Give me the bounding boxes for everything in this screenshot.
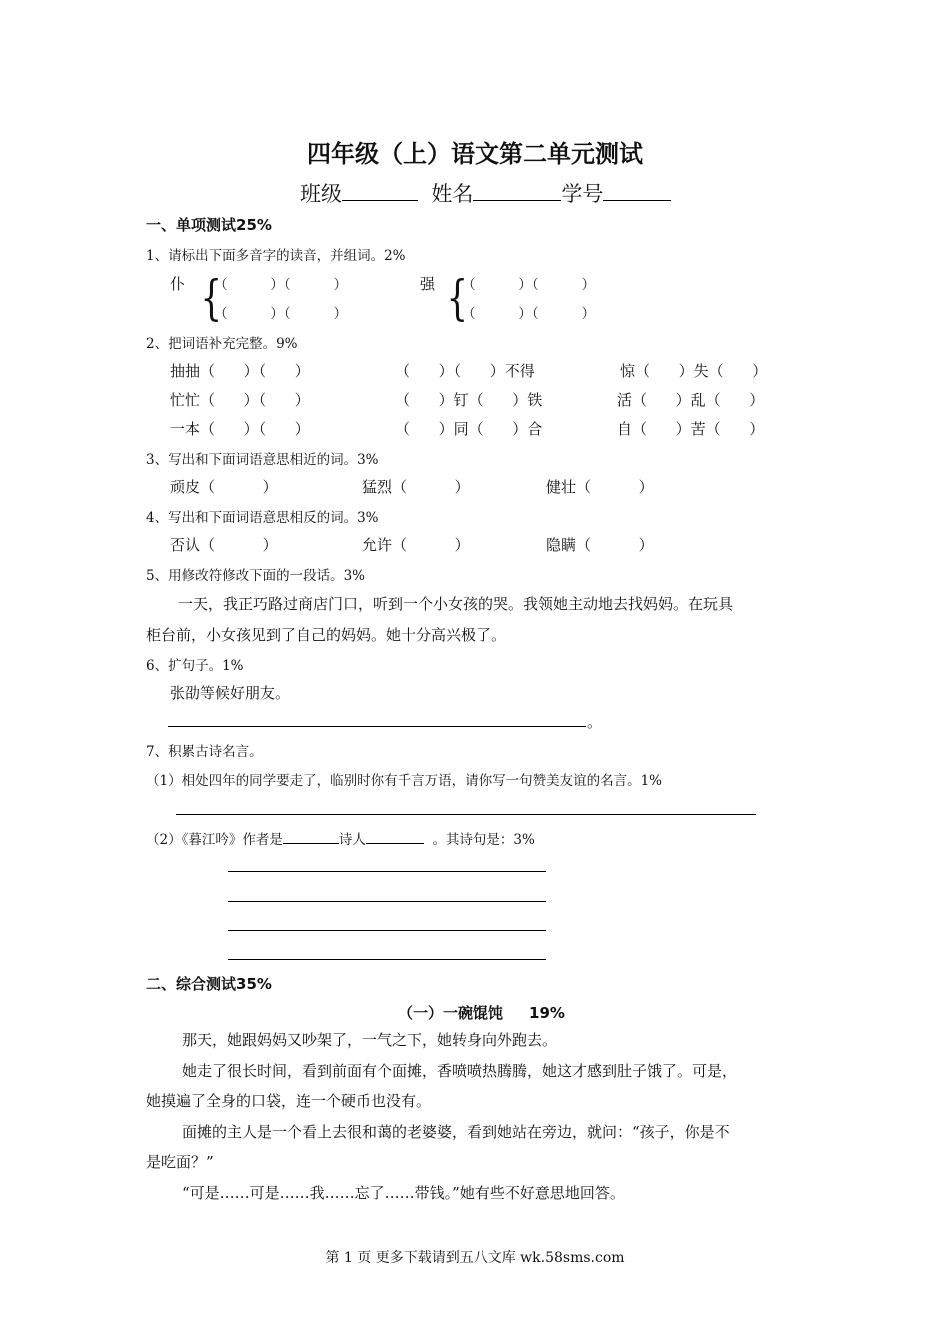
- q2-item[interactable]: 忙忙（ ）（ ）: [170, 391, 310, 409]
- q4-prompt: 4、写出和下面词语意思相反的词。3%: [146, 510, 379, 526]
- q1-prompt: 1、请标出下面多音字的读音，并组词。2%: [146, 248, 406, 264]
- passage-paragraph: “可是……可是……我……忘了……带钱。”她有些不好意思地回答。: [182, 1184, 625, 1202]
- q6-end-mark: 。: [587, 713, 603, 731]
- q7-part2-c: 。其诗句是：3%: [432, 832, 535, 848]
- poem-answer-line[interactable]: [228, 901, 546, 902]
- passage-title-text: （一）一碗馄饨: [398, 1004, 504, 1022]
- poem-answer-line[interactable]: [228, 871, 546, 872]
- q1-char1-row2[interactable]: （ ）（ ）: [214, 306, 348, 322]
- q4-item[interactable]: 否认（ ）: [170, 536, 278, 554]
- class-blank[interactable]: [342, 182, 418, 201]
- q2-item[interactable]: 抽抽（ ）（ ）: [170, 362, 310, 380]
- q6-sentence: 张劭等候好朋友。: [170, 684, 291, 702]
- q1-char1-row1[interactable]: （ ）（ ）: [214, 277, 348, 293]
- q1-char2-row2[interactable]: （ ）（ ）: [462, 306, 596, 322]
- q2-item[interactable]: 惊（ ）失（ ）: [620, 362, 768, 380]
- q3-item[interactable]: 猛烈（ ）: [362, 478, 470, 496]
- poem-answer-line[interactable]: [228, 959, 546, 960]
- author-blank[interactable]: [283, 829, 339, 844]
- q2-item[interactable]: 一本（ ）（ ）: [170, 420, 310, 438]
- page-footer: 第 1 页 更多下载请到五八文库 wk.58sms.com: [325, 1250, 625, 1266]
- passage-score: 19%: [529, 1004, 565, 1022]
- section2-heading: 二、综合测试35%: [146, 975, 272, 993]
- brace-icon: {: [200, 270, 222, 326]
- passage-paragraph: 面摊的主人是一个看上去很和蔼的老婆婆，看到她站在旁边，就问：“孩子，你是不: [182, 1123, 730, 1141]
- brace-icon: {: [446, 270, 468, 326]
- q5-text-line1: 一天，我正巧路过商店门口，听到一个小女孩的哭。我领她主动地去找妈妈。在玩具: [178, 595, 734, 613]
- q3-prompt: 3、写出和下面词语意思相近的词。3%: [146, 452, 379, 468]
- number-label: 学号: [561, 182, 604, 206]
- poem-answer-line[interactable]: [228, 930, 546, 931]
- class-label: 班级: [300, 182, 342, 206]
- q6-prompt: 6、扩句子。1%: [146, 658, 244, 674]
- q6-answer-line[interactable]: [168, 726, 586, 727]
- q1-char2: 强: [420, 275, 436, 293]
- q4-item[interactable]: 隐瞒（ ）: [546, 536, 654, 554]
- page-title: 四年级（上）语文第二单元测试: [307, 140, 643, 168]
- q7-part1-answer-line[interactable]: [176, 814, 756, 815]
- name-label: 姓名: [431, 182, 474, 206]
- q7-part1: （1）相处四年的同学要走了，临别时你有千言万语，请你写一句赞美友谊的名言。1%: [146, 773, 663, 789]
- q7-part2-b: 诗人: [338, 832, 366, 848]
- q1-char2-row1[interactable]: （ ）（ ）: [462, 277, 596, 293]
- number-blank[interactable]: [603, 182, 671, 201]
- section1-heading: 一、单项测试25%: [146, 216, 272, 234]
- passage-paragraph: 她走了很长时间，看到前面有个面摊，香喷喷热腾腾，她这才感到肚子饿了。可是，: [182, 1062, 738, 1080]
- q7-part2: [146, 828, 535, 848]
- dynasty-blank[interactable]: [366, 829, 424, 844]
- q5-prompt: 5、用修改符修改下面的一段话。3%: [146, 568, 366, 584]
- q1-char1: 仆: [170, 275, 186, 293]
- q2-prompt: 2、把词语补充完整。9%: [146, 336, 298, 352]
- q2-item[interactable]: 自（ ）苦（ ）: [617, 420, 765, 438]
- q4-item[interactable]: 允许（ ）: [362, 536, 470, 554]
- name-blank[interactable]: [473, 182, 561, 201]
- passage-paragraph: 她摸遍了全身的口袋，连一个硬币也没有。: [146, 1092, 432, 1110]
- student-info: [300, 178, 671, 208]
- q7-part2-a: （2）《暮江吟》作者是: [146, 832, 283, 848]
- q3-item[interactable]: 健壮（ ）: [546, 478, 654, 496]
- q5-text-line2: 柜台前，小女孩见到了自己的妈妈。她十分高兴极了。: [146, 626, 507, 644]
- q7-prompt: 7、积累古诗名言。: [146, 744, 263, 760]
- q2-item[interactable]: （ ）（ ）不得: [395, 362, 535, 380]
- passage-paragraph: 那天，她跟妈妈又吵架了，一气之下，她转身向外跑去。: [182, 1031, 558, 1049]
- q2-item[interactable]: 活（ ）乱（ ）: [617, 391, 765, 409]
- passage-title: [398, 1002, 565, 1023]
- q2-item[interactable]: （ ）钉（ ）铁: [395, 391, 543, 409]
- passage-paragraph: 是吃面？”: [146, 1153, 214, 1171]
- q2-item[interactable]: （ ）同（ ）合: [395, 420, 543, 438]
- q3-item[interactable]: 顽皮（ ）: [170, 478, 278, 496]
